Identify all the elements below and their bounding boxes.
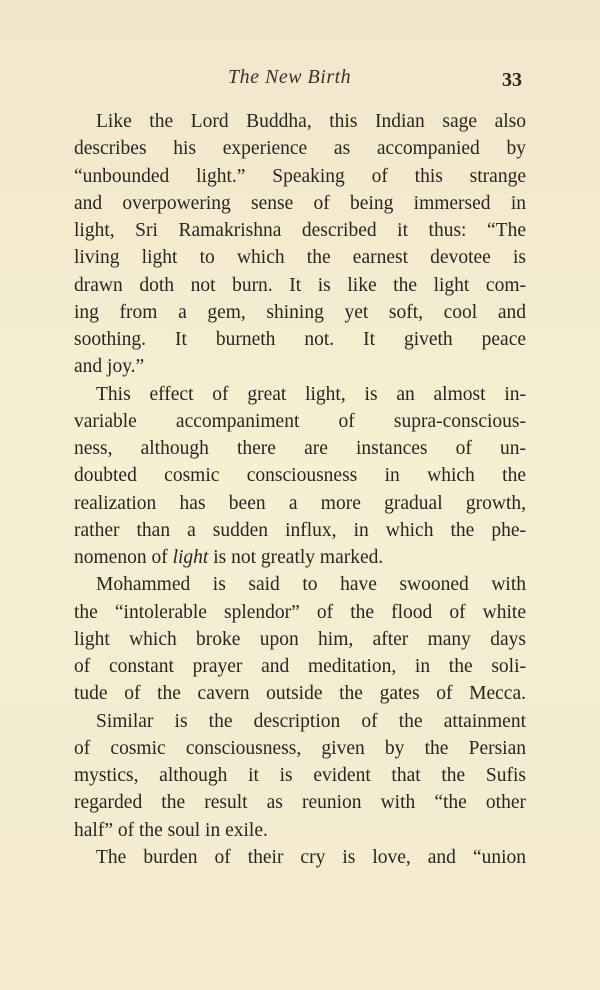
text-line: Mohammed is said to have swooned with <box>96 574 526 596</box>
text-line: of cosmic consciousness, given by the Persian <box>74 737 526 759</box>
text-line: realization has been a more gradual growth, <box>74 492 526 514</box>
text-line: mystics, although it is evident that the Sufis <box>74 765 526 786</box>
text-line: the “intolerable splendor” of the flood of white <box>74 601 526 623</box>
text-line: and joy.” <box>74 356 145 378</box>
text-line: tude of the cavern outside the gates of Mecca. <box>74 683 526 705</box>
text-line: doubted cosmic consciousness in which the <box>74 465 526 487</box>
text-line: light, Sri Ramakrishna described it thus: “The <box>74 220 526 241</box>
page-body-text <box>74 108 526 871</box>
italic-word: light <box>172 547 209 568</box>
page-number: 33 <box>502 69 522 91</box>
text-line: drawn doth not burn. It is like the light com- <box>74 274 526 296</box>
text-line: light which broke upon him, after many days <box>74 628 526 650</box>
text-line: ing from a gem, shining yet soft, cool and <box>74 301 526 323</box>
text-line: describes his experience as accompanied by <box>74 138 526 160</box>
text-line: living light to which the earnest devotee is <box>74 247 526 269</box>
text-line: soothing. It burneth not. It giveth peace <box>74 329 526 350</box>
text-line: Similar is the description of the attainment <box>96 710 526 732</box>
text-line: half” of the soul in exile. <box>74 819 268 841</box>
text-line: regarded the result as reunion with “the other <box>74 792 526 814</box>
text-line: Like the Lord Buddha, this Indian sage also <box>96 111 526 132</box>
text-line: of constant prayer and meditation, in the soli- <box>74 656 526 677</box>
text-line: The burden of their cry is love, and “union <box>96 846 526 868</box>
running-head <box>0 66 600 94</box>
text-line: rather than a sudden influx, in which the phe- <box>74 519 526 541</box>
text-line: nomenon of light is not greatly marked. <box>74 547 384 568</box>
running-head-title: The New Birth <box>228 66 352 88</box>
text-line: “unbounded light.” Speaking of this strange <box>74 165 526 187</box>
text-line: This effect of great light, is an almost in- <box>96 383 526 405</box>
text-line: ness, although there are instances of un- <box>74 438 526 459</box>
text-line: variable accompaniment of supra-conscious- <box>74 410 526 432</box>
text-line: and overpowering sense of being immersed in <box>74 192 526 214</box>
